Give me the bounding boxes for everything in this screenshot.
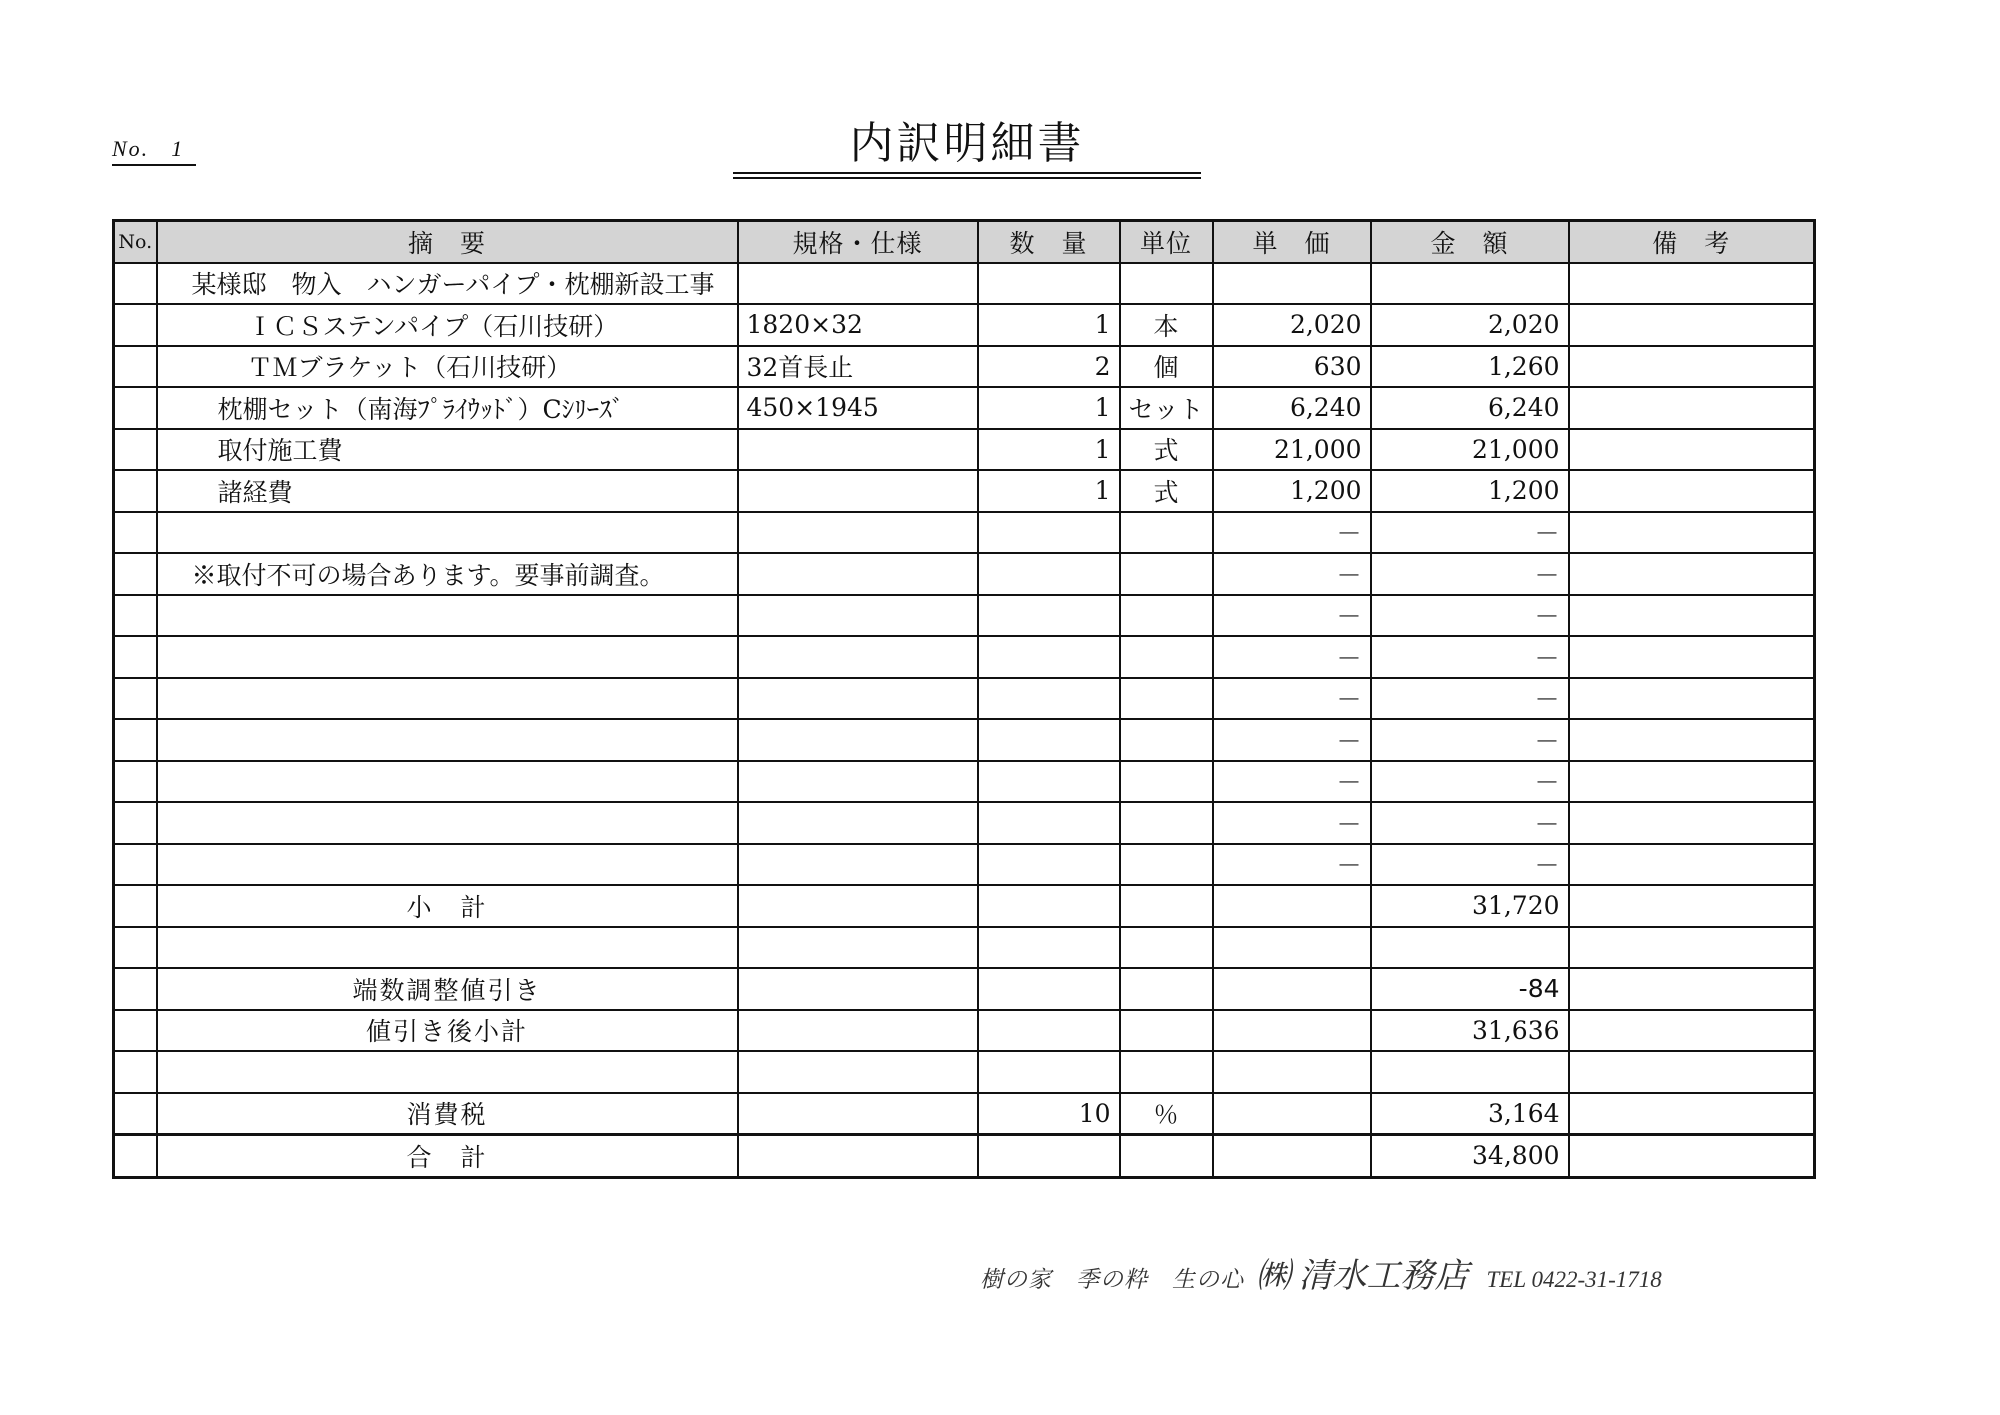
tax-label: 消費税	[157, 1093, 738, 1135]
unit-cell: セット	[1120, 387, 1213, 429]
quantity-cell	[978, 678, 1120, 720]
quantity-cell: 1	[978, 429, 1120, 471]
remarks-cell	[1569, 927, 1815, 969]
discount-row	[114, 968, 1815, 1010]
description-cell	[157, 802, 738, 844]
amount-cell: －	[1371, 595, 1569, 637]
remarks-cell	[1569, 761, 1815, 803]
spec-cell	[738, 719, 978, 761]
unit-price-cell: －	[1213, 844, 1371, 886]
remarks-cell	[1569, 1051, 1815, 1093]
unit-price-cell: －	[1213, 761, 1371, 803]
remarks-cell	[1569, 802, 1815, 844]
no-cell	[114, 429, 157, 471]
table-row	[114, 761, 1815, 803]
spec-cell	[738, 802, 978, 844]
quantity-cell	[978, 719, 1120, 761]
no-cell	[114, 553, 157, 595]
no-cell	[114, 304, 157, 346]
table-row	[114, 429, 1815, 471]
after-discount-label: 値引き後小計	[157, 1010, 738, 1052]
table-row	[114, 304, 1815, 346]
total-label: 合 計	[157, 1135, 738, 1178]
no-cell	[114, 595, 157, 637]
amount-cell: 6,240	[1371, 387, 1569, 429]
quantity-cell: 2	[978, 346, 1120, 388]
breakdown-table	[112, 219, 1816, 1179]
unit-cell	[1120, 761, 1213, 803]
header-amount: 金 額	[1371, 221, 1569, 263]
page-title: 内訳明細書	[849, 118, 1085, 169]
quantity-cell	[978, 512, 1120, 554]
no-cell	[114, 802, 157, 844]
tax-rate: 10	[978, 1093, 1120, 1135]
spec-cell: 450×1945	[738, 387, 978, 429]
no-cell	[114, 1051, 157, 1093]
description-cell	[157, 761, 738, 803]
unit-price-cell	[1213, 1051, 1371, 1093]
description-cell: ＩＣＳステンパイプ（石川技研）	[157, 304, 738, 346]
spec-cell	[738, 761, 978, 803]
table-row	[114, 636, 1815, 678]
header-remarks: 備 考	[1569, 221, 1815, 263]
amount-cell: －	[1371, 761, 1569, 803]
table-row	[114, 595, 1815, 637]
description-cell	[157, 844, 738, 886]
company-tel: TEL 0422-31-1718	[1486, 1267, 1662, 1292]
spec-cell	[738, 263, 978, 305]
quantity-cell	[978, 802, 1120, 844]
spec-cell	[738, 429, 978, 471]
no-cell	[114, 470, 157, 512]
remarks-cell	[1569, 719, 1815, 761]
company-motto: 樹の家 季の粋 生の心	[980, 1267, 1244, 1292]
unit-price-cell: －	[1213, 802, 1371, 844]
unit-price-cell	[1213, 1093, 1371, 1135]
description-cell: 諸経費	[157, 470, 738, 512]
unit-price-cell	[1213, 1010, 1371, 1052]
spec-cell	[738, 1093, 978, 1135]
unit-price-cell	[1213, 927, 1371, 969]
unit-price-cell: 1,200	[1213, 470, 1371, 512]
description-cell	[157, 512, 738, 554]
unit-cell	[1120, 1051, 1213, 1093]
remarks-cell	[1569, 968, 1815, 1010]
unit-cell: 個	[1120, 346, 1213, 388]
remarks-cell	[1569, 470, 1815, 512]
unit-cell	[1120, 968, 1213, 1010]
discount-label: 端数調整値引き	[157, 968, 738, 1010]
remarks-cell	[1569, 678, 1815, 720]
amount-cell: －	[1371, 719, 1569, 761]
discount-amount: -84	[1371, 968, 1569, 1010]
remarks-cell	[1569, 595, 1815, 637]
no-cell	[114, 346, 157, 388]
description-cell: ※取付不可の場合あります。要事前調査。	[157, 553, 738, 595]
remarks-cell	[1569, 429, 1815, 471]
no-cell	[114, 387, 157, 429]
after-discount-amount: 31,636	[1371, 1010, 1569, 1052]
table-row	[114, 470, 1815, 512]
unit-cell	[1120, 802, 1213, 844]
unit-cell	[1120, 636, 1213, 678]
amount-cell: －	[1371, 553, 1569, 595]
unit-price-cell: 6,240	[1213, 387, 1371, 429]
unit-price-cell: －	[1213, 512, 1371, 554]
spec-cell	[738, 470, 978, 512]
subtotal-label: 小 計	[157, 885, 738, 927]
unit-cell	[1120, 927, 1213, 969]
item-rows	[114, 263, 1815, 886]
table-row	[114, 844, 1815, 886]
document-number-label: No.	[112, 136, 150, 161]
table-row	[114, 678, 1815, 720]
unit-cell	[1120, 595, 1213, 637]
table-row	[114, 387, 1815, 429]
unit-cell: 式	[1120, 429, 1213, 471]
unit-cell	[1120, 719, 1213, 761]
unit-cell: 本	[1120, 304, 1213, 346]
remarks-cell	[1569, 263, 1815, 305]
quantity-cell	[978, 595, 1120, 637]
header-row	[114, 221, 1815, 263]
quantity-cell	[978, 844, 1120, 886]
unit-cell	[1120, 1010, 1213, 1052]
no-cell	[114, 927, 157, 969]
blank-row	[114, 927, 1815, 969]
amount-cell	[1371, 1051, 1569, 1093]
remarks-cell	[1569, 387, 1815, 429]
quantity-cell	[978, 1135, 1120, 1178]
header-quantity: 数 量	[978, 221, 1120, 263]
amount-cell	[1371, 263, 1569, 305]
remarks-cell	[1569, 1093, 1815, 1135]
total-amount: 34,800	[1371, 1135, 1569, 1178]
unit-cell: 式	[1120, 470, 1213, 512]
table-row	[114, 512, 1815, 554]
unit-price-cell	[1213, 263, 1371, 305]
unit-cell	[1120, 678, 1213, 720]
remarks-cell	[1569, 553, 1815, 595]
after-discount-row	[114, 1010, 1815, 1052]
unit-price-cell	[1213, 885, 1371, 927]
amount-cell: －	[1371, 512, 1569, 554]
spec-cell	[738, 678, 978, 720]
company-footer	[980, 1248, 1662, 1297]
quantity-cell	[978, 968, 1120, 1010]
no-cell	[114, 844, 157, 886]
remarks-cell	[1569, 304, 1815, 346]
amount-cell: 1,200	[1371, 470, 1569, 512]
remarks-cell	[1569, 512, 1815, 554]
description-cell: 枕棚セット（南海ﾌﾟﾗｲｳｯﾄﾞ）Cｼﾘｰｽﾞ	[157, 387, 738, 429]
no-cell	[114, 1135, 157, 1178]
no-cell	[114, 1093, 157, 1135]
unit-cell	[1120, 553, 1213, 595]
spec-cell	[738, 1010, 978, 1052]
quantity-cell	[978, 927, 1120, 969]
description-cell: 某様邸 物入 ハンガーパイプ・枕棚新設工事	[157, 263, 738, 305]
description-cell	[157, 595, 738, 637]
total-row	[114, 1135, 1815, 1178]
no-cell	[114, 263, 157, 305]
table-row	[114, 719, 1815, 761]
remarks-cell	[1569, 844, 1815, 886]
no-cell	[114, 636, 157, 678]
unit-cell	[1120, 512, 1213, 554]
unit-price-cell: －	[1213, 553, 1371, 595]
unit-price-cell: 2,020	[1213, 304, 1371, 346]
quantity-cell	[978, 636, 1120, 678]
remarks-cell	[1569, 1010, 1815, 1052]
unit-price-cell: 630	[1213, 346, 1371, 388]
remarks-cell	[1569, 1135, 1815, 1178]
remarks-cell	[1569, 346, 1815, 388]
document-number-value: 1	[171, 136, 185, 161]
unit-price-cell: 21,000	[1213, 429, 1371, 471]
title-underline-second	[733, 177, 1201, 179]
quantity-cell	[978, 885, 1120, 927]
quantity-cell	[978, 761, 1120, 803]
no-cell	[114, 512, 157, 554]
subtotal-amount: 31,720	[1371, 885, 1569, 927]
header-unit: 単位	[1120, 221, 1213, 263]
blank-row	[114, 1051, 1815, 1093]
amount-cell: －	[1371, 636, 1569, 678]
spec-cell	[738, 636, 978, 678]
spec-cell	[738, 512, 978, 554]
unit-cell	[1120, 844, 1213, 886]
unit-cell	[1120, 885, 1213, 927]
header-unit-price: 単 価	[1213, 221, 1371, 263]
no-cell	[114, 885, 157, 927]
amount-cell: 2,020	[1371, 304, 1569, 346]
quantity-cell	[978, 263, 1120, 305]
header-description: 摘 要	[157, 221, 738, 263]
description-cell: ＴＭブラケット（石川技研）	[157, 346, 738, 388]
company-name: ㈱ 清水工務店	[1256, 1258, 1469, 1295]
spec-cell: 32首長止	[738, 346, 978, 388]
unit-price-cell: －	[1213, 678, 1371, 720]
spec-cell	[738, 885, 978, 927]
table-row	[114, 263, 1815, 305]
tax-amount: 3,164	[1371, 1093, 1569, 1135]
quantity-cell	[978, 553, 1120, 595]
description-cell	[157, 719, 738, 761]
unit-cell	[1120, 263, 1213, 305]
remarks-cell	[1569, 636, 1815, 678]
header-no: No.	[114, 221, 157, 263]
spec-cell	[738, 1135, 978, 1178]
quantity-cell	[978, 1010, 1120, 1052]
no-cell	[114, 678, 157, 720]
amount-cell: 1,260	[1371, 346, 1569, 388]
no-cell	[114, 968, 157, 1010]
remarks-cell	[1569, 885, 1815, 927]
spec-cell	[738, 968, 978, 1010]
table-row	[114, 553, 1815, 595]
summary-rows	[114, 885, 1815, 1177]
unit-price-cell	[1213, 968, 1371, 1010]
no-cell	[114, 761, 157, 803]
table-row	[114, 802, 1815, 844]
amount-cell: －	[1371, 678, 1569, 720]
unit-price-cell: －	[1213, 595, 1371, 637]
amount-cell: 21,000	[1371, 429, 1569, 471]
spec-cell	[738, 553, 978, 595]
quantity-cell	[978, 1051, 1120, 1093]
description-cell	[157, 1051, 738, 1093]
spec-cell	[738, 844, 978, 886]
unit-price-cell	[1213, 1135, 1371, 1178]
spec-cell	[738, 1051, 978, 1093]
amount-cell	[1371, 927, 1569, 969]
header-spec: 規格・仕様	[738, 221, 978, 263]
no-cell	[114, 719, 157, 761]
unit-price-cell: －	[1213, 719, 1371, 761]
quantity-cell: 1	[978, 304, 1120, 346]
amount-cell: －	[1371, 802, 1569, 844]
unit-price-cell: －	[1213, 636, 1371, 678]
quantity-cell: 1	[978, 470, 1120, 512]
document-number	[112, 136, 196, 166]
description-cell	[157, 678, 738, 720]
no-cell	[114, 1010, 157, 1052]
spec-cell	[738, 927, 978, 969]
tax-unit: ％	[1120, 1093, 1213, 1135]
spec-cell: 1820×32	[738, 304, 978, 346]
table-row	[114, 346, 1815, 388]
amount-cell: －	[1371, 844, 1569, 886]
spec-cell	[738, 595, 978, 637]
description-cell	[157, 636, 738, 678]
tax-row	[114, 1093, 1815, 1135]
quantity-cell: 1	[978, 387, 1120, 429]
description-cell: 取付施工費	[157, 429, 738, 471]
title-underline	[733, 172, 1201, 174]
description-cell	[157, 927, 738, 969]
unit-cell	[1120, 1135, 1213, 1178]
subtotal-row	[114, 885, 1815, 927]
